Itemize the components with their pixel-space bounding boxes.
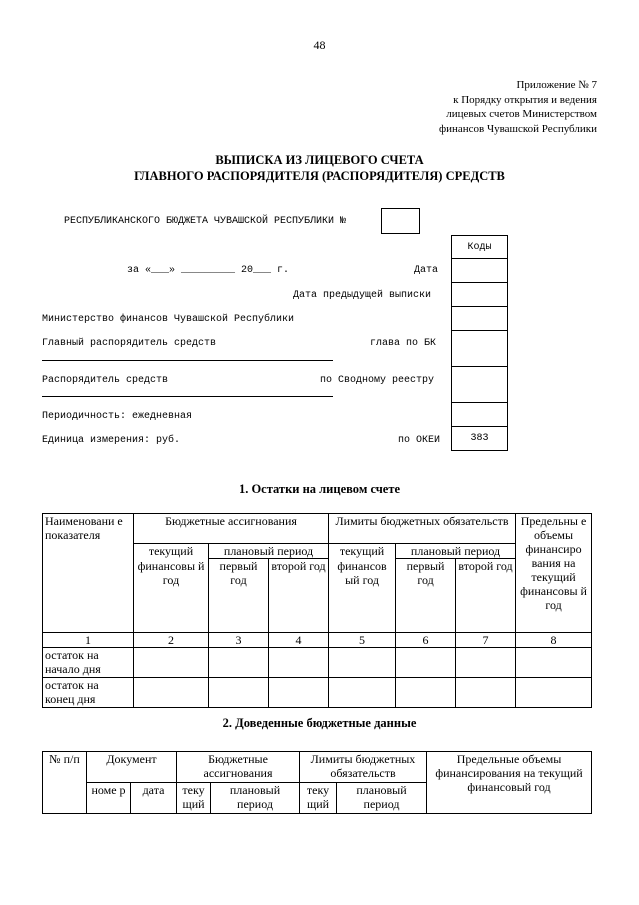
- col-planned-period: плановый период: [209, 544, 329, 559]
- main-manager-underline: [42, 360, 333, 361]
- title-line: ВЫПИСКА ИЗ ЛИЦЕВОГО СЧЕТА: [215, 153, 424, 167]
- col-budget-allocations: Бюджетные ассигнования: [177, 752, 300, 783]
- row-label: остаток на конец дня: [43, 678, 134, 708]
- col-limits: Лимиты бюджетных обязательств: [300, 752, 427, 783]
- ministry-label: Министерство финансов Чувашской Республики: [42, 314, 295, 325]
- col-number: 2: [134, 633, 209, 648]
- page-number: 48: [313, 38, 326, 52]
- code-periodicity-cell[interactable]: [452, 403, 508, 427]
- col-current-fy: финансовы й год: [134, 559, 209, 633]
- col-budget-allocations: Бюджетные ассигнования: [134, 514, 329, 544]
- appendix-line: финансов Чувашской Республики: [438, 122, 597, 135]
- budget-label: РЕСПУБЛИКАНСКОГО БЮДЖЕТА ЧУВАШСКОЙ РЕСПУБЛИКИ №: [64, 216, 347, 227]
- data-cell[interactable]: [516, 648, 592, 678]
- col-indicator-name: Наименовани е показателя: [43, 514, 134, 633]
- unit-label: Единица измерения: руб.: [42, 435, 181, 446]
- col-doc-number: номе р: [87, 783, 131, 814]
- table-row: [43, 678, 592, 708]
- periodicity-label: Периодичность: ежедневная: [42, 411, 193, 422]
- data-cell[interactable]: [134, 648, 209, 678]
- data-cell[interactable]: [396, 678, 456, 708]
- head-bk-label: глава по БК: [370, 338, 437, 349]
- col-max-volumes: Предельные объемы финансирования на текущий финансовый год: [427, 752, 592, 814]
- col-number: 3: [209, 633, 269, 648]
- balances-table: [42, 513, 592, 708]
- row-label: остаток на начало дня: [43, 648, 134, 678]
- code-okei-cell: 383: [452, 427, 508, 451]
- consolidated-label: по Сводному реестру: [320, 375, 435, 386]
- col-planned-period: плановый период: [211, 783, 300, 814]
- code-prev-date-cell[interactable]: [452, 283, 508, 307]
- data-cell[interactable]: [396, 648, 456, 678]
- appendix-line: Приложение № 7: [516, 79, 597, 91]
- document-title: [0, 152, 639, 184]
- col-document: Документ: [87, 752, 177, 783]
- col-second-year: второй год: [269, 559, 329, 633]
- appendix-line: к Порядку открытия и ведения: [453, 93, 597, 106]
- col-current: текущий: [329, 544, 396, 559]
- col-planned-period: плановый период: [396, 544, 516, 559]
- section2-title: 2. Доведенные бюджетные данные: [222, 716, 417, 730]
- title-line: ГЛАВНОГО РАСПОРЯДИТЕЛЯ (РАСПОРЯДИТЕЛЯ) СРЕДСТВ: [134, 169, 505, 183]
- col-current: теку щий: [300, 783, 337, 814]
- col-number: 5: [329, 633, 396, 648]
- account-number-field[interactable]: [381, 208, 420, 234]
- col-second-year: второй год: [456, 559, 516, 633]
- col-number: 8: [516, 633, 592, 648]
- data-cell[interactable]: [209, 648, 269, 678]
- data-cell[interactable]: [209, 678, 269, 708]
- date-label: Дата: [414, 265, 439, 276]
- section1-title: 1. Остатки на лицевом счете: [238, 482, 401, 496]
- col-max-volumes: Предельны е объемы финансиро вания на текущий финансовы й год: [516, 514, 592, 633]
- col-current: текущий: [134, 544, 209, 559]
- col-first-year: первый год: [209, 559, 269, 633]
- col-first-year: первый год: [396, 559, 456, 633]
- col-number: 7: [456, 633, 516, 648]
- codes-table: [451, 235, 508, 451]
- col-number: 4: [269, 633, 329, 648]
- col-current: теку щий: [177, 783, 211, 814]
- prev-date-label: Дата предыдущей выписки: [293, 290, 432, 301]
- data-cell[interactable]: [516, 678, 592, 708]
- data-cell[interactable]: [269, 678, 329, 708]
- data-cell[interactable]: [329, 678, 396, 708]
- okei-label: по ОКЕИ: [398, 435, 441, 446]
- main-manager-label: Главный распорядитель средств: [42, 338, 217, 349]
- code-ministry-cell[interactable]: [452, 307, 508, 331]
- budget-data-table: [42, 751, 592, 814]
- col-limits: Лимиты бюджетных обязательств: [329, 514, 516, 544]
- col-current-fy: финансов ый год: [329, 559, 396, 633]
- data-cell[interactable]: [269, 648, 329, 678]
- col-number: 1: [43, 633, 134, 648]
- code-date-cell[interactable]: [452, 259, 508, 283]
- code-bk-cell[interactable]: [452, 331, 508, 367]
- appendix-note: [439, 78, 597, 136]
- code-registry-cell[interactable]: [452, 367, 508, 403]
- manager-label: Распорядитель средств: [42, 375, 169, 386]
- appendix-line: лицевых счетов Министерством: [446, 108, 597, 120]
- col-doc-date: дата: [131, 783, 177, 814]
- col-number: 6: [396, 633, 456, 648]
- date-line: за «___» _________ 20___ г.: [127, 265, 290, 276]
- table-row: [43, 648, 592, 678]
- col-row-number: № п/п: [43, 752, 87, 814]
- data-cell[interactable]: [134, 678, 209, 708]
- data-cell[interactable]: [329, 648, 396, 678]
- codes-header: Коды: [452, 236, 508, 259]
- data-cell[interactable]: [456, 648, 516, 678]
- data-cell[interactable]: [456, 678, 516, 708]
- col-planned-period: плановый период: [337, 783, 427, 814]
- manager-underline: [42, 396, 333, 397]
